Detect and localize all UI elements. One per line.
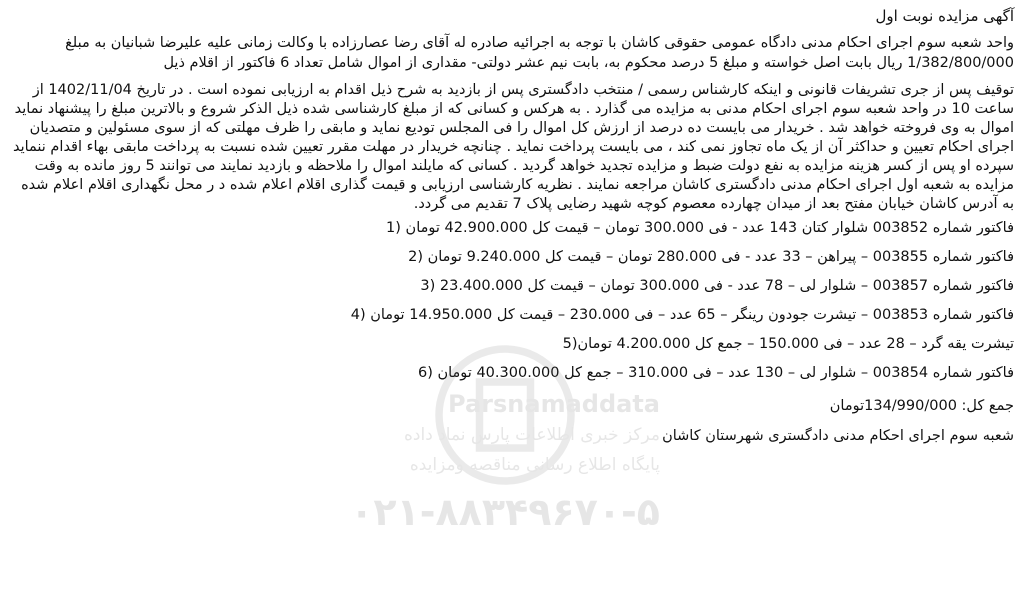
watermark-tagline: مرکز خبری اطلاعات پارس نماد داده — [404, 425, 660, 445]
notice-title: آگهی مزایده نوبت اول — [875, 7, 1014, 25]
body-paragraph: توقیف پس از جری تشریفات قانونی و اینکه کارشناس رسمی / منتخب دادگستری پس از بازدید به شرح ذیل اقدام به ارزیابی نموده است . در تاریخ 1402/11/04 از ساعت 10 در واحد شعبه سوم اجرای احکام مدنی به مزایده می گذارد . به هرکس و کسانی که از مبلغ کارشناسی شده ذیل الذکر شروع و بالاترین مبلغ را پیشنهاد نماید اموال به وی فروخته خواهد شد . خریدار می بایست ده درصد از ارزش کل اموال را فی المجلس تودیع نماید و مابقی را ظرف مهلتی که از سوی مسئولین و متصدیان اجرای احکام تعیین و حداکثر آن از یک ماه تجاوز نمی کند ، می بایست پرداخت نماید . چنانچه خریدار در مهلت مقرر تعیین شده نسبت به پرداخت مابقی بهاء اقدام ننماید سپرده او پس از کسر هزینه مزایده به نفع دولت ضبط و مزایده تجدید خواهد گردید . کسانی که مایلند اموال را ملاحظه و بازدید نمایند می توانند 5 روز مانده به وقت مزایده به شعبه اول اجرای احکام مدنی دادگستری کاشان مراجعه نمایند . نظریه کارشناسی ارزیابی و قیمت گذاری اقلام اعلام شده د ر محل نگهداری اقلام اعلام شده به آدرس کاشان خیابان مفتح بعد از میدان چهارده معصوم کوچه شهید رضایی پلاک 7 تقدیم می گردد. — [12, 82, 1014, 212]
invoice-item: فاکتور شماره 003854 – شلوار لی – 130 عدد – فی 310.000 – جمع کل 40.300.000 تومان (6 — [417, 365, 1014, 381]
issuing-office: شعبه سوم اجرای احکام مدنی دادگستری شهرستان کاشان — [662, 428, 1014, 444]
invoice-item: فاکتور شماره 003853 – تیشرت جودون رینگر – 65 عدد – فی 230.000 – قیمت کل 14.950.000 تومان (4 — [350, 307, 1014, 323]
invoice-list — [8, 218, 1014, 392]
watermark-brand: Parsnamaddata — [448, 390, 660, 418]
invoice-item: فاکتور شماره 003852 شلوار کتان 143 عدد - فی 300.000 تومان – قیمت کل 42.900.000 تومان (1 — [386, 220, 1014, 236]
intro-paragraph: واحد شعبه سوم اجرای احکام مدنی دادگاه عمومی حقوقی کاشان با توجه به اجرائیه صادره له آقای رضا عصارزاده با وکالت زمانی علیه علیرضا شبانیان به مبلغ 1/382/800/000 ریال بابت اصل خواسته و مبلغ 5 درصد محکوم به، بابت نیم عشر دولتی- مقداری از اموال شامل تعداد 6 فاکتور از اقلام ذیل — [65, 35, 1014, 71]
invoice-item: تیشرت یقه گرد – 28 عدد – فی 150.000 – جمع کل 4.200.000 تومان(5 — [562, 336, 1014, 352]
grand-total: جمع کل: 134/990/000تومان — [829, 398, 1014, 414]
invoice-item: فاکتور شماره 003857 – شلوار لی – 78 عدد - فی 300.000 تومان – قیمت کل 23.400.000 (3 — [420, 278, 1014, 294]
auction-notice — [8, 6, 1014, 596]
watermark-phone: ۰۲۱-۸۸۳۴۹۶۷۰-۵ — [350, 490, 660, 534]
invoice-item: فاکتور شماره 003855 – پیراهن – 33 عدد - فی 280.000 تومان – قیمت کل 9.240.000 تومان (2 — [408, 249, 1014, 265]
watermark-subtitle: پایگاه اطلاع رسانی مناقصه ومزایده — [409, 455, 660, 475]
